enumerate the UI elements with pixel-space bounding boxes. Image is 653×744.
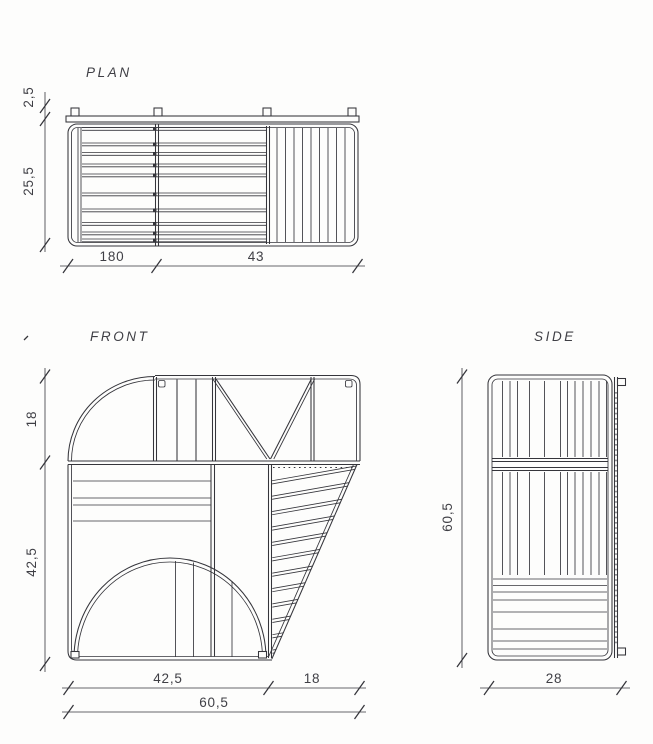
plan-top-bar (66, 116, 359, 122)
side-view (488, 375, 626, 660)
front-corner-bracket-right (346, 381, 353, 388)
front-foot-left (71, 652, 79, 659)
plan-vertical-slats (277, 128, 345, 242)
plan-dim-side-depth: 25,5 (21, 166, 36, 196)
side-dim-height: 60,5 (440, 502, 455, 532)
plan-view (66, 108, 359, 246)
front-v-braces (213, 379, 315, 459)
side-middle-rail (492, 459, 608, 471)
front-triangle-ladder (266, 465, 360, 660)
side-bottom-slats (493, 579, 607, 649)
front-dim-bottom-right: 18 (303, 671, 321, 686)
side-right-rail (615, 377, 626, 658)
front-left-slats (73, 481, 211, 521)
side-dim-width: 28 (545, 671, 563, 686)
front-foot-right (259, 652, 267, 659)
plan-left-post (78, 128, 81, 242)
side-middle-bars (503, 472, 607, 575)
front-dim-bottom-left: 42,5 (153, 671, 183, 686)
front-corner-bracket-left (159, 381, 166, 388)
plan-middle-divider (156, 124, 159, 246)
plan-dim-width-left: 180 (99, 249, 125, 264)
front-arch (74, 558, 266, 658)
side-dimensions (440, 368, 630, 695)
side-frame-outer (488, 375, 612, 660)
plan-horizontal-slats (82, 128, 266, 242)
front-dim-lower-height: 42,5 (24, 547, 39, 577)
plan-dim-top-depth: 2,5 (21, 86, 36, 108)
plan-right-divider (267, 126, 270, 244)
front-view (68, 376, 360, 661)
front-ladder-rungs (266, 465, 360, 654)
stray-mark (24, 336, 28, 340)
front-center-post (211, 465, 215, 657)
front-dim-upper-height: 18 (24, 410, 39, 428)
front-view-title: FRONT (90, 329, 150, 344)
front-top-frame (68, 376, 360, 462)
front-dimensions (24, 368, 366, 719)
plan-view-title: PLAN (86, 65, 132, 80)
front-middle-rail (68, 461, 360, 465)
plan-frame-outer (68, 124, 358, 246)
plan-dim-width-right: 43 (247, 249, 265, 264)
front-top-bars (177, 377, 314, 461)
front-dim-total-width: 60,5 (199, 695, 229, 710)
side-view-title: SIDE (534, 329, 576, 344)
plan-top-tabs (71, 108, 356, 116)
side-top-bars (503, 381, 607, 457)
